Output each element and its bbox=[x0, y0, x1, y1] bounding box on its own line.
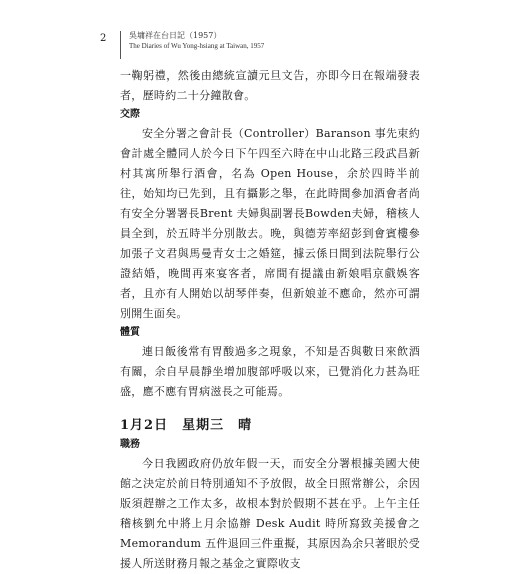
text-line: 連日飯後常有胃酸過多之現象，不知是否與數日來 bbox=[142, 345, 398, 358]
paragraph bbox=[120, 66, 420, 106]
text-line: 約會計處全體同人於今日下午四至六時在中山北路三段 bbox=[120, 127, 420, 160]
running-header bbox=[100, 30, 264, 59]
paragraph bbox=[120, 124, 420, 324]
text-line: 今日我國政府仍放年假一天，而安全分署根據美國 bbox=[142, 457, 398, 470]
text-line: 一鞠躬禮，然後由總統宣讀元旦文告，亦即今日在報端 bbox=[120, 69, 398, 82]
date-heading: 1月2日 星期三 晴 bbox=[120, 418, 253, 433]
text-line: 夫婦，稽核人員全到，於五時半分別散去。晚，與德芳 bbox=[120, 207, 421, 240]
section-heading: 體質 bbox=[120, 327, 140, 338]
text-line: 時半前往，始知均已先到，且有攝影之舉，在此時間參 bbox=[120, 167, 421, 200]
text-line: 因為余只著眼於受援人所送財務月報之基金之實際收支 bbox=[120, 537, 420, 570]
paragraph bbox=[120, 454, 420, 574]
section-heading: 交際 bbox=[120, 109, 140, 120]
text-line: 發表者，歷時約二十分鐘散會。 bbox=[120, 69, 420, 102]
text-line: 加酒會者尚有安全分署署長Brent 夫婦與副署長Bowden bbox=[120, 187, 420, 220]
page-body bbox=[120, 66, 420, 574]
text-line: 乎。上午主任稽核劉允中將上月余協辦 Desk Audit 時所 bbox=[120, 497, 420, 530]
header-titles bbox=[129, 30, 264, 52]
book-title-chinese: 吳墉祥在台日記（1957） bbox=[129, 31, 222, 40]
section-heading: 職務 bbox=[120, 439, 140, 450]
text-line: 云係日間到法院舉行公證結婚，晚間再來宴客者，席間 bbox=[120, 247, 420, 280]
text-line: 寫致美援會之 Memorandum 五件退回三件重擬，其原 bbox=[120, 517, 420, 550]
paragraph bbox=[120, 342, 420, 402]
text-line: 有提議由新娘唱京戲娛客者，且亦有人開始以胡琴伴 bbox=[120, 267, 420, 300]
text-line: 公，余因版須趕辦之工作太多，故根本對於假期不甚在 bbox=[120, 477, 420, 510]
text-line: 大使館之決定於前日特別通知不予放假，故全日照常辦 bbox=[120, 457, 420, 490]
text-line: 率紹彭到會賓樓參加張子文君與馬曼青女士之婚筵，據 bbox=[120, 227, 420, 260]
text-line: 奏，但新娘並不應命，然亦可謂別開生面矣。 bbox=[120, 287, 420, 320]
text-line: 力甚為旺盛，應不應有胃病滋長之可能焉。 bbox=[120, 365, 420, 398]
text-line: 飲酒有關，余自早晨靜坐增加腹部呼吸以來，已覺消化 bbox=[120, 345, 420, 378]
text-line: 武昌新村其寓所舉行酒會，名為 Open House，余於四 bbox=[120, 147, 420, 180]
header-divider bbox=[120, 31, 121, 59]
book-title-english: The Diaries of Wu Yong-hsiang at Taiwan, 1957 bbox=[129, 42, 265, 50]
text-line: 安全分署之會計長（Controller）Baranson 事先束 bbox=[142, 127, 409, 140]
page-number: 2 bbox=[100, 33, 107, 44]
